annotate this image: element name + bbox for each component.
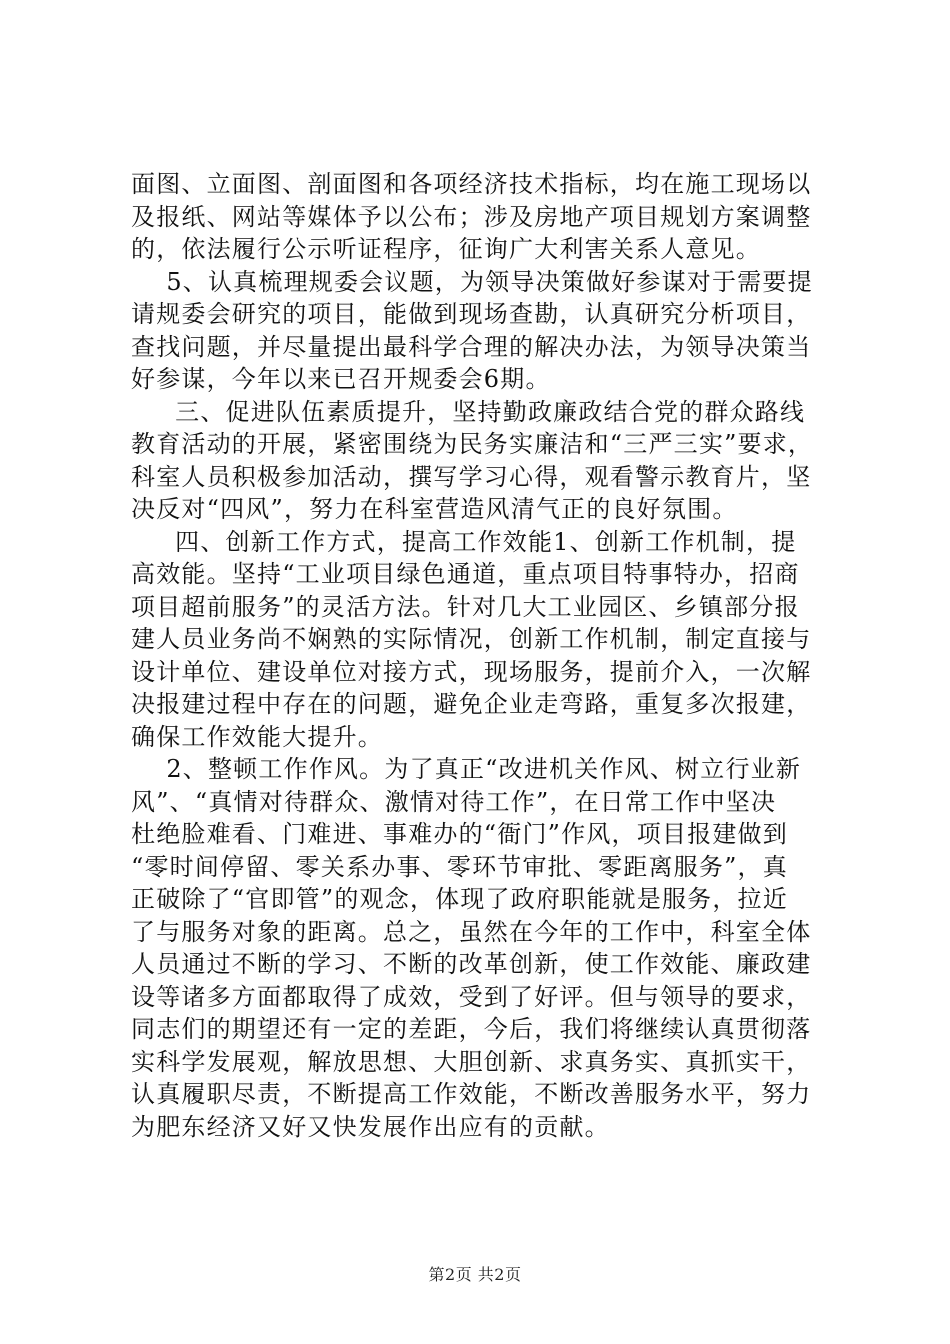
text-line: 决报建过程中存在的问题，避免企业走弯路，重复多次报建， <box>131 690 812 718</box>
text-line: 实科学发展观，解放思想、大胆创新、求真务实、真抓实干， <box>131 1047 812 1076</box>
text-line: 的，依法履行公示听证程序，征询广大利害关系人意见。 <box>131 235 761 263</box>
text-line: 决反对“四风”，努力在科室营造风清气正的良好氛围。 <box>131 495 738 523</box>
text-line: 项目超前服务”的灵活方法。针对几大工业园区、乡镇部分报 <box>131 592 800 621</box>
text-line: 确保工作效能大提升。 <box>131 722 383 751</box>
text-line: 正破除了“官即管”的观念，体现了政府职能就是服务，拉近 <box>131 885 788 913</box>
text-line: 及报纸、网站等媒体予以公布；涉及房地产项目规划方案调整 <box>131 202 812 231</box>
text-line: “零时间停留、零关系办事、零环节审批、零距离服务”，真 <box>131 852 788 881</box>
text-line: 杜绝脸难看、门难进、事难办的“衙门”作风，项目报建做到 <box>131 820 788 848</box>
text-line: 了与服务对象的距离。总之，虽然在今年的工作中，科室全体 <box>131 917 812 946</box>
text-line: 教育活动的开展，紧密围绕为民务实廉洁和“三严三实”要求， <box>131 430 814 458</box>
page-footer: 第2页 共2页 <box>428 1265 522 1284</box>
text-line: 面图、立面图、剖面图和各项经济技术指标，均在施工现场以 <box>131 170 812 198</box>
text-line: 高效能。坚持“工业项目绿色通道，重点项目特事特办，招商 <box>131 560 800 588</box>
text-line: 查找问题，并尽量提出最科学合理的解决办法，为领导决策当 <box>131 332 812 361</box>
text-line: 2、整顿工作作风。为了真正“改进机关作风、树立行业新 <box>131 755 802 783</box>
text-line: 人员通过不断的学习、不断的改革创新，使工作效能、廉政建 <box>131 950 812 978</box>
text-line: 四、创新工作方式，提高工作效能1、创新工作机制，提 <box>131 527 797 556</box>
text-line: 认真履职尽责，不断提高工作效能，不断改善服务水平，努力 <box>131 1080 812 1108</box>
text-line: 好参谋，今年以来已召开规委会6期。 <box>131 365 551 393</box>
text-line: 同志们的期望还有一定的差距，今后，我们将继续认真贯彻落 <box>131 1015 812 1043</box>
text-line: 设计单位、建设单位对接方式，现场服务，提前介入，一次解 <box>131 657 812 686</box>
text-line: 三、促进队伍素质提升，坚持勤政廉政结合党的群众路线 <box>131 397 806 426</box>
text-line: 风”、“真情对待群众、激情对待工作”，在日常工作中坚决 <box>131 787 777 816</box>
text-line: 5、认真梳理规委会议题，为领导决策做好参谋对于需要提 <box>131 267 813 296</box>
text-line: 请规委会研究的项目，能做到现场查勘，认真研究分析项目， <box>131 300 812 328</box>
text-line: 科室人员积极参加活动，撰写学习心得，观看警示教育片，坚 <box>131 462 812 491</box>
document-body <box>131 168 831 1143</box>
text-line: 设等诸多方面都取得了成效，受到了好评。但与领导的要求， <box>131 982 812 1011</box>
text-line: 建人员业务尚不娴熟的实际情况，创新工作机制，制定直接与 <box>131 625 812 653</box>
text-line: 为肥东经济又好又快发展作出应有的贡献。 <box>131 1112 610 1141</box>
